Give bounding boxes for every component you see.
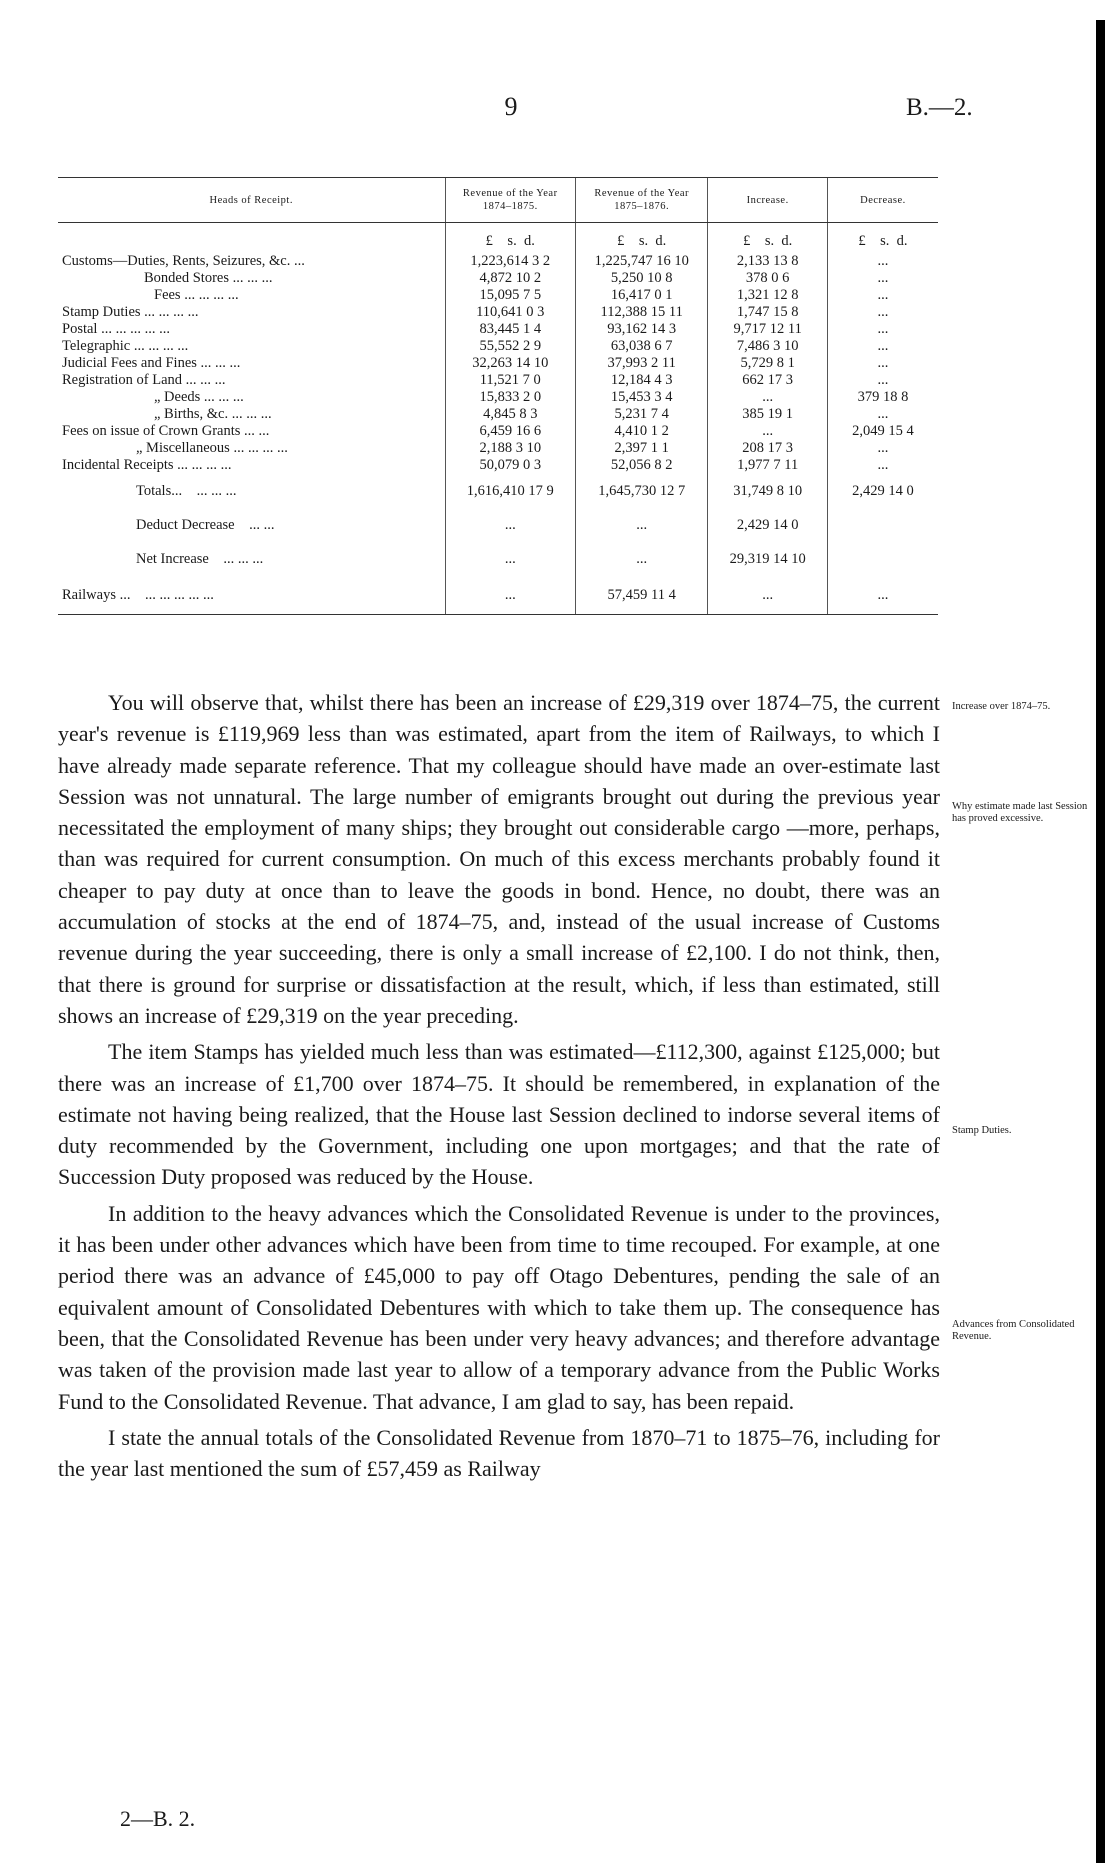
cell-r1875: 4,410 1 2	[575, 423, 707, 440]
cell-increase: 208 17 3	[708, 440, 827, 457]
cell-r1874: 32,263 14 10	[445, 355, 575, 372]
cell-decrease: ...	[827, 270, 938, 287]
cell-increase: 2,133 13 8	[708, 253, 827, 270]
col-increase: Increase.	[708, 178, 827, 223]
unit-shilling: s.	[880, 232, 890, 249]
unit-pence: d.	[781, 232, 793, 249]
cell-decrease: ...	[827, 253, 938, 270]
unit-pence: d.	[655, 232, 667, 249]
cell-r1875: 1,225,747 16 10	[575, 253, 707, 270]
margin-note: Advances from Consolidated Revenue.	[952, 1319, 1075, 1342]
table-header-row	[58, 178, 938, 223]
units-row	[58, 223, 938, 254]
row-head: Telegraphic ... ... ... ...	[62, 338, 189, 354]
document-reference: B.—2.	[906, 94, 973, 121]
railways-row: Railways ... ... ... ... ... ... ... 57,459 11 4 ... ...	[58, 576, 938, 615]
cell-increase: 662 17 3	[708, 372, 827, 389]
unit-shilling: s.	[764, 232, 775, 249]
page-signature: 2—B. 2.	[120, 1806, 196, 1831]
cell-r1874: 4,872 10 2	[445, 270, 575, 287]
totals-row: Totals... ... ... ... 1,616,410 17 9 1,645,730 12 7 31,749 8 10 2,429 14 0	[58, 474, 938, 508]
cell-r1874: 6,459 16 6	[445, 423, 575, 440]
cell-r1875: 37,993 2 11	[575, 355, 707, 372]
row-head: Customs—Duties, Rents, Seizures, &c. ...	[62, 253, 305, 269]
cell-r1875: 16,417 0 1	[575, 287, 707, 304]
paragraph: In addition to the heavy advances which the Consolidated Revenue is under to the provinces, it has been under other advances which have been from time to time recouped. For example, at one period there was an advance of £45,000 to pay off Otago Debentures, pending the sale of an equivalent amount of Consolidated Debentures with which to take them up. The consequence has been, that the Consolidated Revenue has been under very heavy advances; and therefore advantage was taken of the provision made last year to allow of a temporary advance from the Public Works Fund to the Consolidated Revenue. That advance, I am glad to say, has been repaid.	[58, 1200, 940, 1414]
cell-r1874: 110,641 0 3	[445, 304, 575, 321]
table-row	[58, 372, 938, 389]
col-heads: Heads of Receipt.	[58, 178, 445, 223]
cell-r1874: 15,095 7 5	[445, 287, 575, 304]
cell-r1875: 93,162 14 3	[575, 321, 707, 338]
row-head: Fees on issue of Crown Grants ... ...	[62, 423, 270, 439]
cell-decrease: ...	[827, 321, 938, 338]
col-revenue-1875: Revenue of the Year 1875–1876.	[575, 178, 707, 223]
table-row	[58, 270, 938, 287]
table-row	[58, 253, 938, 270]
cell-decrease: ...	[827, 304, 938, 321]
unit-pound: £	[485, 232, 493, 249]
cell-increase: 378 0 6	[708, 270, 827, 287]
cell-increase: ...	[708, 423, 827, 440]
cell-r1874: 1,223,614 3 2	[445, 253, 575, 270]
row-head: Registration of Land ... ... ...	[62, 372, 226, 388]
cell-r1875: 5,231 7 4	[575, 406, 707, 423]
unit-pound: £	[858, 232, 866, 249]
table-row	[58, 304, 938, 321]
cell-r1874: 15,833 2 0	[445, 389, 575, 406]
cell-increase: 9,717 12 11	[708, 321, 827, 338]
row-head: Fees ... ... ... ...	[154, 287, 239, 303]
cell-r1875: 52,056 8 2	[575, 457, 707, 474]
table-row	[58, 457, 938, 474]
unit-pence: d.	[523, 232, 535, 249]
cell-decrease: ...	[827, 355, 938, 372]
row-head: Postal ... ... ... ... ...	[62, 321, 170, 337]
unit-shilling: s.	[507, 232, 517, 249]
table-row	[58, 287, 938, 304]
cell-increase: 1,321 12 8	[708, 287, 827, 304]
cell-r1875: 112,388 15 11	[575, 304, 707, 321]
margin-note: Stamp Duties.	[952, 1125, 1012, 1136]
row-head: Judicial Fees and Fines ... ... ...	[62, 355, 241, 371]
cell-r1875: 15,453 3 4	[575, 389, 707, 406]
col-revenue-1874: Revenue of the Year 1874–1875.	[445, 178, 575, 223]
cell-increase: 1,747 15 8	[708, 304, 827, 321]
margin-note: Why estimate made last Session has proved excessive.	[952, 801, 1088, 824]
margin-note: Increase over 1874–75.	[952, 701, 1051, 712]
cell-r1875: 12,184 4 3	[575, 372, 707, 389]
cell-decrease: ...	[827, 406, 938, 423]
cell-increase: 7,486 3 10	[708, 338, 827, 355]
deduct-decrease-row: Deduct Decrease ... ... ... ... 2,429 14 0	[58, 508, 938, 542]
row-head: Stamp Duties ... ... ... ...	[62, 304, 199, 320]
page-edge-rule	[1096, 20, 1105, 1863]
cell-r1875: 2,397 1 1	[575, 440, 707, 457]
row-head: „ Births, &c. ... ... ...	[154, 406, 272, 422]
unit-pound: £	[617, 232, 625, 249]
cell-increase: 385 19 1	[708, 406, 827, 423]
cell-r1874: 50,079 0 3	[445, 457, 575, 474]
cell-decrease: ...	[827, 338, 938, 355]
cell-r1874: 11,521 7 0	[445, 372, 575, 389]
table-row	[58, 338, 938, 355]
revenue-table	[58, 177, 938, 615]
row-head: Incidental Receipts ... ... ... ...	[62, 457, 232, 473]
row-head: „ Miscellaneous ... ... ... ...	[136, 440, 288, 456]
cell-decrease: ...	[827, 457, 938, 474]
page-number: 9	[504, 92, 518, 121]
row-head: Bonded Stores ... ... ...	[144, 270, 273, 286]
cell-increase: 5,729 8 1	[708, 355, 827, 372]
col-decrease: Decrease.	[827, 178, 938, 223]
net-increase-row: Net Increase ... ... ... ... ... 29,319 14 10	[58, 542, 938, 576]
cell-r1874: 2,188 3 10	[445, 440, 575, 457]
row-head: „ Deeds ... ... ...	[154, 389, 244, 405]
unit-pound: £	[743, 232, 751, 249]
table-row	[58, 423, 938, 440]
table-row	[58, 440, 938, 457]
paragraph: I state the annual totals of the Consolidated Revenue from 1870–71 to 1875–76, including for the year last mentioned the sum of £57,459 as Railway	[58, 1424, 940, 1482]
cell-decrease: ...	[827, 440, 938, 457]
cell-r1874: 83,445 1 4	[445, 321, 575, 338]
cell-r1874: 55,552 2 9	[445, 338, 575, 355]
cell-decrease: ...	[827, 287, 938, 304]
cell-r1875: 5,250 10 8	[575, 270, 707, 287]
table-row	[58, 321, 938, 338]
paragraph: You will observe that, whilst there has been an increase of £29,319 over 1874–75, the current year's revenue is £119,969 less than was estimated, apart from the item of Railways, to which I have already made separate reference. That my colleague should have made an over-estimate last Session was not unnatural. The large number of emigrants brought out during the previous year necessitated the employment of many ships; they brought out considerable cargo —more, perhaps, than was required for current consumption. On much of this excess merchants probably found it cheaper to pay duty at once than to leave the goods in bond. Hence, no doubt, there was an accumulation of stocks at the end of 1874–75, and, instead of the usual increase of Customs revenue during the year succeeding, there is only a small increase of £2,100. I do not think, then, that there is ground for surprise or dissatisfaction at the result, which, if less than estimated, still shows an increase of £29,319 on the year preceding.	[58, 690, 940, 1028]
cell-decrease: ...	[827, 372, 938, 389]
cell-r1875: 63,038 6 7	[575, 338, 707, 355]
body-text	[58, 687, 940, 1489]
unit-pence: d.	[896, 232, 908, 249]
paragraph: The item Stamps has yielded much less than was estimated—£112,300, against £125,000; but there was an increase of £1,700 over 1874–75. It should be remembered, in explanation of the estimate not having being realized, that the House last Session declined to indorse several items of duty recommended by the Government, including one upon mortgages; and that the rate of Succession Duty proposed was reduced by the House.	[58, 1039, 940, 1190]
cell-increase: 1,977 7 11	[708, 457, 827, 474]
table-row	[58, 406, 938, 423]
cell-decrease: 2,049 15 4	[827, 423, 938, 440]
unit-shilling: s.	[638, 232, 649, 249]
cell-r1874: 4,845 8 3	[445, 406, 575, 423]
cell-increase: ...	[708, 389, 827, 406]
table-row	[58, 389, 938, 406]
table-row	[58, 355, 938, 372]
cell-decrease: 379 18 8	[827, 389, 938, 406]
